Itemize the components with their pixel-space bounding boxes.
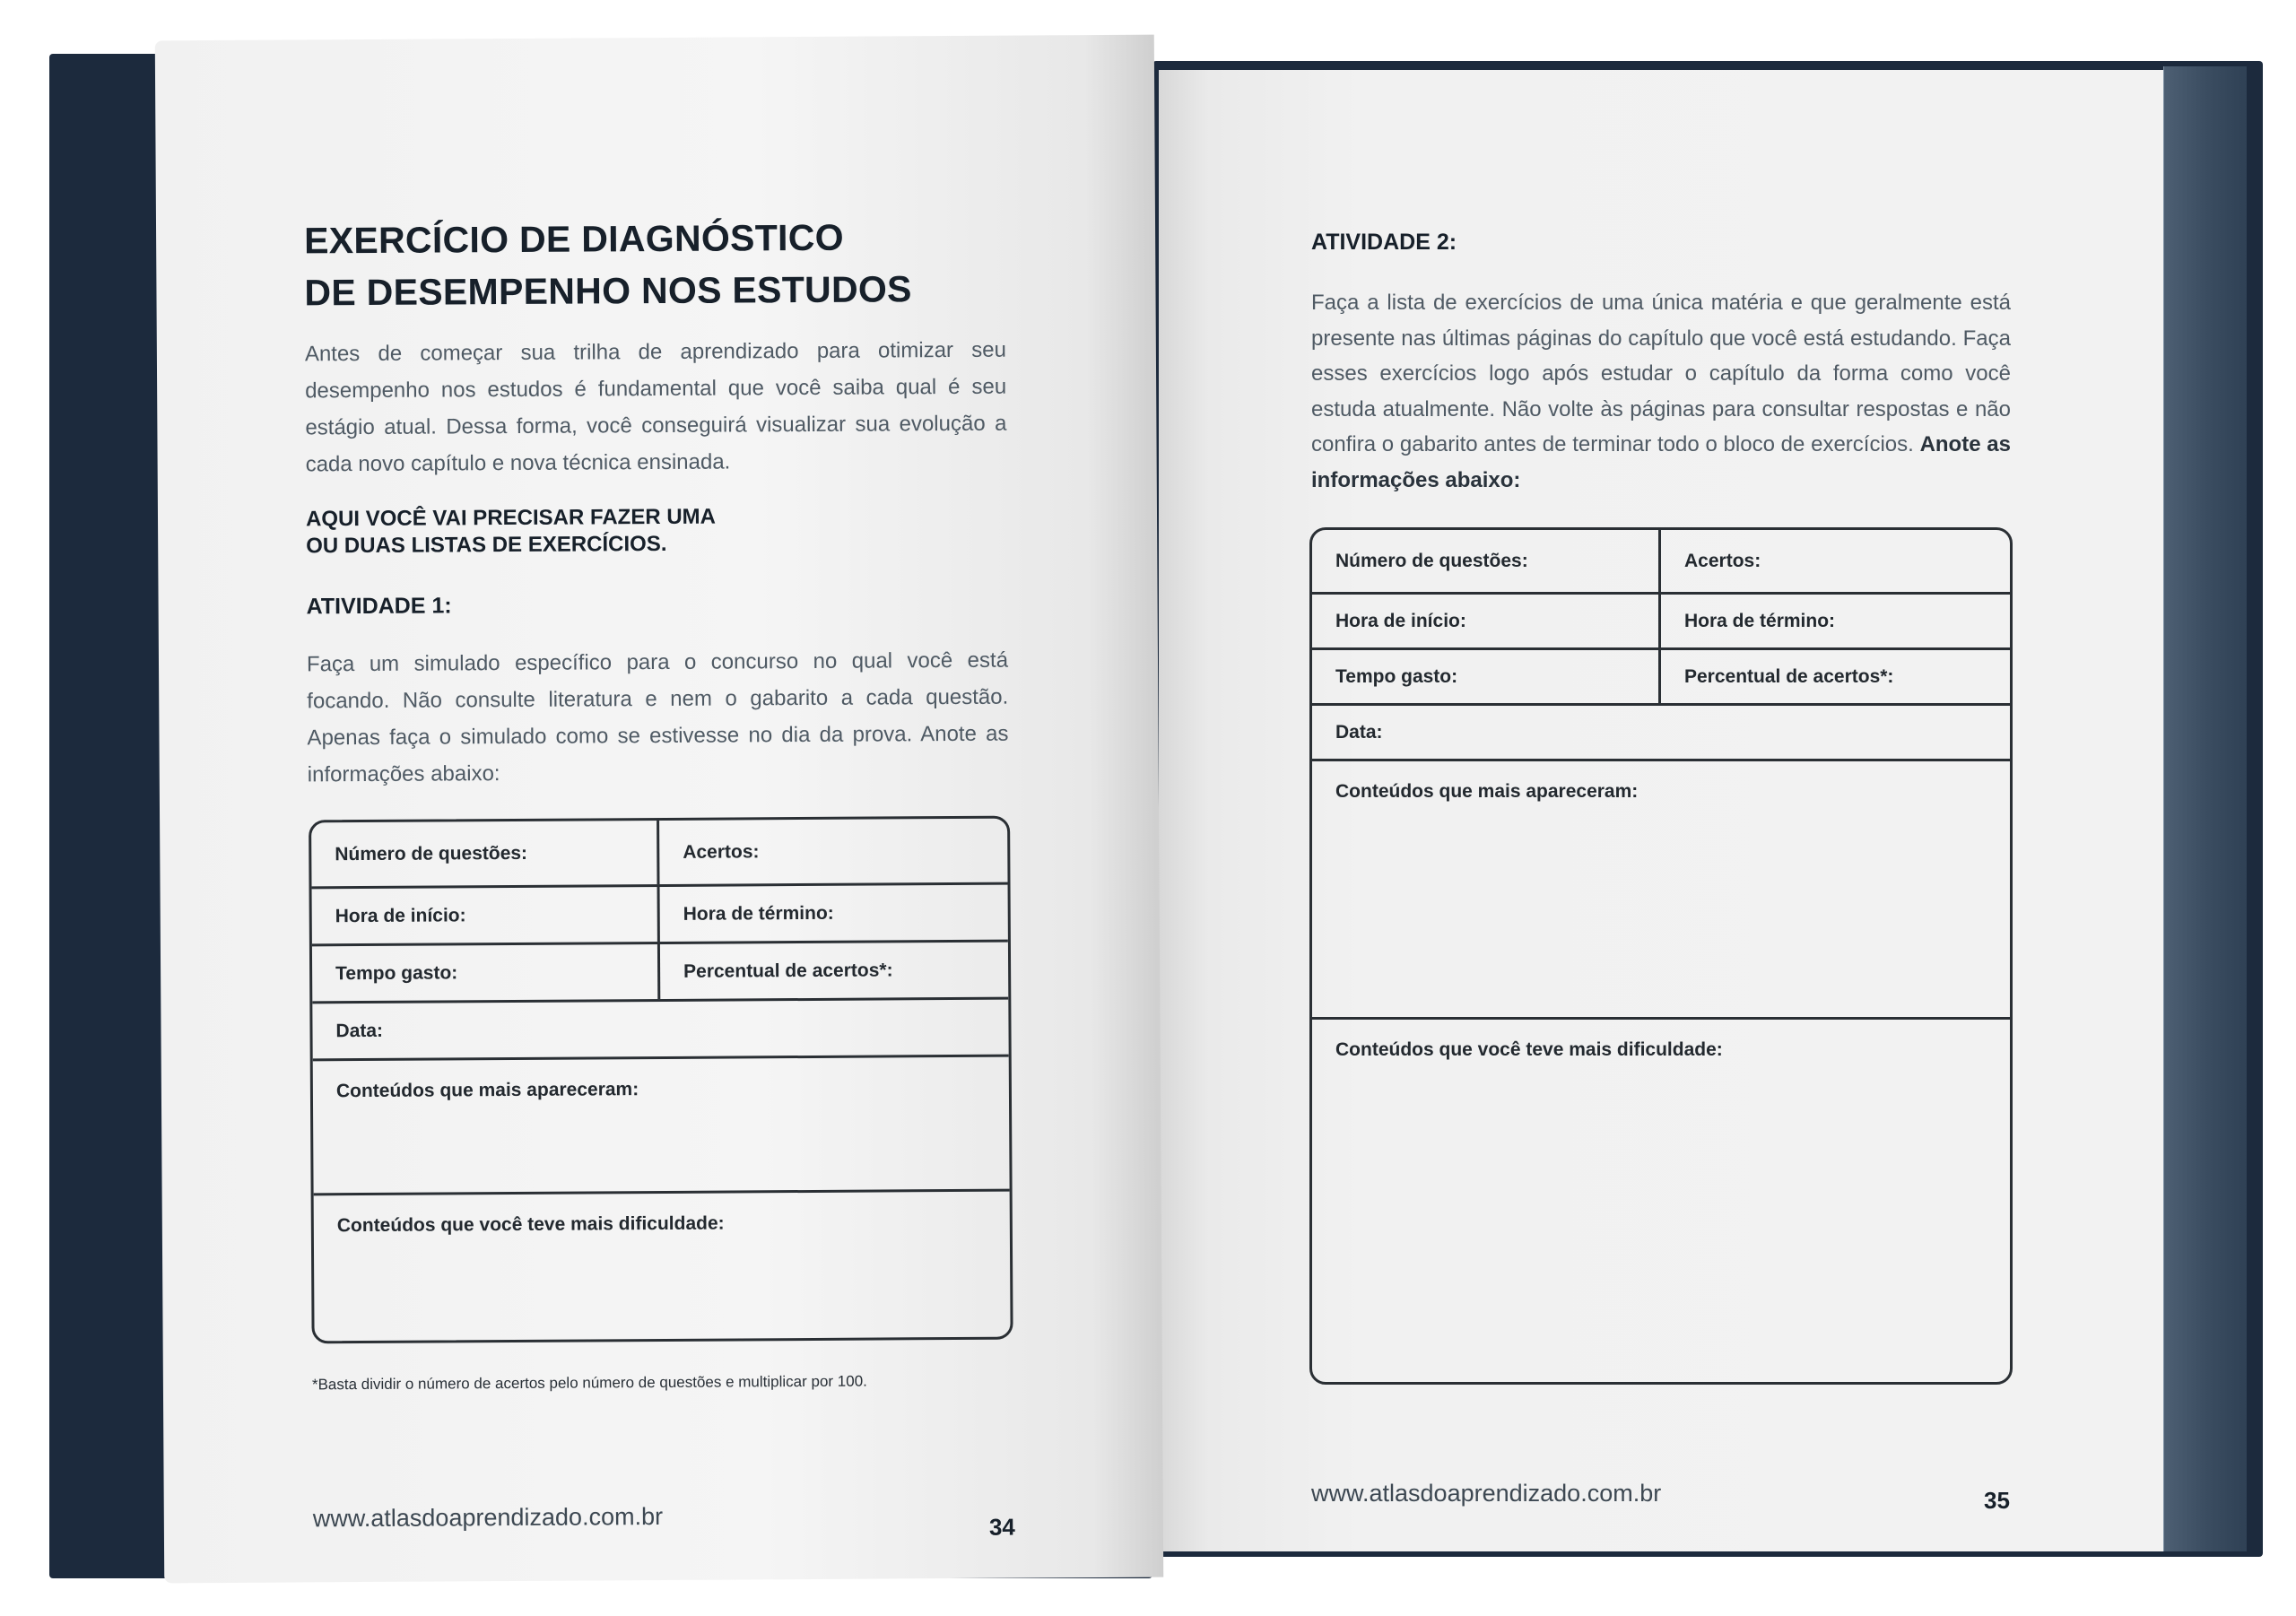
page-title: [304, 211, 912, 318]
form-row: [312, 885, 1008, 947]
right-page: [1159, 70, 2163, 1551]
num-questions-field[interactable]: Número de questões:: [311, 821, 659, 886]
form-row: [1312, 650, 2010, 706]
percent-correct-field[interactable]: Percentual de acertos*:: [683, 959, 893, 982]
activity-1-text: Faça um simulado específico para o concurso no qual você está focando. Não consulte literatura e nem o gabarito a cada questão. Apenas faça o simulado como se estivesse no dia da prova. Anote as informações abaixo:: [306, 647, 1009, 787]
page-number: 35: [1984, 1487, 2010, 1514]
activity-1-heading: ATIVIDADE 1:: [306, 593, 452, 620]
time-spent-field[interactable]: Tempo gasto:: [312, 944, 660, 1001]
page-number: 34: [988, 1513, 1015, 1541]
correct-answers-field[interactable]: Acertos:: [1684, 550, 1761, 571]
time-spent-field[interactable]: Tempo gasto:: [1312, 650, 1661, 703]
activity-2-text: [1311, 285, 2011, 498]
page-edges: [2163, 66, 2247, 1551]
activity-2-form: [1309, 527, 2013, 1385]
form-row: [311, 819, 1007, 890]
correct-answers-field[interactable]: Acertos:: [683, 840, 760, 863]
title-line-1: EXERCÍCIO DE DIAGNÓSTICO: [303, 216, 845, 262]
most-frequent-topics-field[interactable]: Conteúdos que mais apareceram:: [335, 1079, 639, 1102]
activity-2-heading: ATIVIDADE 2:: [1311, 230, 1457, 255]
form-row: [1312, 761, 2010, 1020]
footnote: *Basta dividir o número de acertos pelo número de questões e multiplicar por 100.: [311, 1372, 867, 1394]
form-row: [1312, 706, 2010, 761]
start-time-field[interactable]: Hora de início:: [312, 887, 660, 943]
activity-2-body: Faça a lista de exercícios de uma única matéria e que geralmente está presente nas últimas páginas do capítulo que você está estudando. Faça esses exercícios logo após estudar o capítulo da forma como você estuda atualmente. Não volte às páginas para consultar respostas e não confira o gabarito antes de terminar todo o bloco de exercícios.: [1311, 291, 2011, 456]
end-time-field[interactable]: Hora de término:: [683, 902, 834, 925]
activity-1-form: [309, 816, 1013, 1344]
section-subheading: [306, 504, 716, 560]
subheading-line-2: OU DUAS LISTAS DE EXERCÍCIOS.: [306, 531, 667, 559]
most-frequent-topics-field[interactable]: Conteúdos que mais apareceram:: [1335, 781, 1639, 802]
percent-correct-field[interactable]: Percentual de acertos*:: [1684, 665, 1894, 687]
website-url: www.atlasdoaprendizado.com.br: [1311, 1480, 1662, 1507]
form-row: [1312, 530, 2010, 595]
form-row: [313, 1057, 1010, 1196]
date-field[interactable]: Data:: [1335, 721, 1383, 743]
subheading-line-1: AQUI VOCÊ VAI PRECISAR FAZER UMA: [305, 504, 717, 532]
form-row: [314, 1192, 1011, 1340]
start-time-field[interactable]: Hora de início:: [1312, 595, 1661, 647]
website-url: www.atlasdoaprendizado.com.br: [312, 1502, 664, 1533]
date-field[interactable]: Data:: [335, 1020, 384, 1041]
end-time-field[interactable]: Hora de término:: [1684, 610, 1836, 631]
intro-text: Antes de começar sua trilha de aprendizado para otimizar seu desempenho nos estudos é fundamental que você saiba qual é seu estágio atual. Dessa forma, você conseguirá visualizar sua evolução a cada novo capítulo e nova técnica ensinada.: [304, 337, 1007, 477]
num-questions-field[interactable]: Número de questões:: [1312, 530, 1661, 592]
form-row: [312, 943, 1008, 1004]
difficult-topics-field[interactable]: Conteúdos que você teve mais dificuldade:: [336, 1212, 725, 1237]
title-line-2: DE DESEMPENHO NOS ESTUDOS: [304, 268, 912, 314]
form-row: [1312, 1020, 2010, 1382]
form-row: [312, 1000, 1008, 1062]
difficult-topics-field[interactable]: Conteúdos que você teve mais dificuldade:: [1335, 1039, 1723, 1060]
form-row: [1312, 595, 2010, 650]
left-page: [155, 35, 1163, 1584]
activity-2-body-bold: Anote as informações abaixo:: [1311, 432, 2011, 492]
